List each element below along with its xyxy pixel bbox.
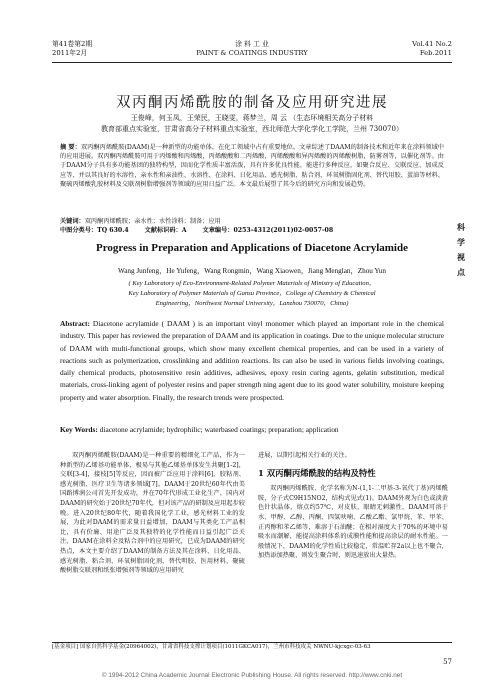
classification-row: [60, 226, 444, 235]
body-paragraph: 双丙酮丙烯酰胺，化学名称为N-(1,1-二甲基-3-氧代丁基)丙烯酰胺，分子式C9H15NO2，结构式见式(1)。DAAM外观为白色或淡黄色针状晶体，熔点约57℃，对皮肤、眼睛无刺激性，DAAM可溶于水、甲醇、乙醇、丙酮、四氢呋喃、乙酸乙酯、氯甲烷、苯、甲苯、正丙醇和苯乙烯等，难溶于石油醚；在相对湿度大于70%的环境中易吸水而潮解，能提高涂料体系的成膜性能和提高涂层的耐水性能。一般情况下，DAAM的化学性质比较稳定，常温贮存2a以上也不聚合，加热添加热聚、则发生聚合时，则迅速放出大量热。: [258, 485, 448, 560]
running-header: [52, 40, 452, 62]
abstract-cn-text: 双丙酮丙烯酰胺(DAAM)是一种新型的功能单体，在化工领域中占有重要地位。文章综述了DAAM的制备技术和近年来在涂料领域中的应用进展。双丙酮丙烯酰胺可用于丙烯酸和丙烯酸，丙烯酸酸和二丙烯酸，丙烯酸酸和异丙烯酸的丙烯酸树脂，防雾剂等，以催化剂等。由于DAAM分子具有多功能基团的独特构型，因而化学性质丰富活泼，具有许多优良性能，能进行多种反应，如聚合反应、交联反应、加成反应等，并以其良好的水溶性，亲水性和亲油性、水溶性、在涂料、日化用品、感光树脂、粘合剂、环氧树脂固化剂、替代用胶、蛋油等材料、聚硫丙烯酸乳胶材料及交联剂树脂增强剂等领域的应用日益广泛。本文最后展望了其今后的研究方向和发展趋势。: [60, 144, 444, 188]
header-rule: [52, 62, 452, 63]
keywords-en: [60, 425, 444, 434]
metadata-cn: [60, 217, 444, 235]
keywords-en-label: Key Words:: [60, 425, 98, 434]
body-paragraph-continued: 进展，以期引起相关行业的关注。: [258, 452, 351, 459]
abstract-cn-label: 摘 要：: [60, 144, 81, 151]
clc-number: 中图分类号：TQ 630.4: [60, 227, 129, 235]
keywords-cn-label: 关键词：: [60, 218, 85, 225]
affiliation-en-line: Key Laboratory of Polymer Materials of Gansu Province，College of Chemistry & Chemical: [128, 290, 376, 297]
affiliation-cn: 教育部重点实验室，甘肃省高分子材料重点实验室，西北师范大学化学化工学院，兰州 730070）: [101, 125, 403, 133]
affiliation-en: [90, 279, 414, 309]
abstract-en-label: Abstract:: [60, 319, 90, 328]
body-column-right: [258, 451, 448, 561]
affiliation-en-line: ( Key Laboratory of Eco-Environment-Related Polymer Materials of Ministry of Education，: [128, 280, 376, 287]
abstract-en-text: Diacetone acrylamide ( DAAM ) is an important vinyl monomer which played an important role in the chemical industry. This paper has reviewed the preparation of DAAM and its application in coatings. Due to the unique molecular structure of DAAM with multi-functional groups, which show many excellent chemical properties, and can be used in a variety of reactions such as polymerization, crosslinking and addition reactions. Its can also be used in various fields involving coatings, daily chemical products, photosensitive resin additives, adhesives, epoxy resin curing agents, gelatin substitution, medical materials, cross-linking agent of polyester resins and paper strength ning agent due to its good water solubility, moisture keeping property and water absorption. Finally, the research trends were prospected.: [60, 319, 444, 402]
section-heading: 1 双丙酮丙烯酰胺的结构及特性: [258, 467, 376, 478]
abstract-en: [60, 318, 444, 404]
journal-name: [52, 40, 452, 58]
journal-volume-en: [412, 40, 452, 58]
body-paragraph: 双丙酮丙烯酰胺(DAAM)是一种重要的精细化工产品，作为一种新型的乙烯基功能单体，极易与其他乙烯基单体发生共聚[1-2]，交联[3-4]，接枝[5]等反应，因而被广泛应用于涂料[6]、胶粘剂、感光树脂、医疗卫生等诸多领域[7]。DAAM于20世纪60年代由美国路博润公司首先开发成功，并在70年代形成工业化生产，国内对DAAM的研究始于20世纪70年代，但对该产品的研制及应用起步较晚。进入20世纪80年代，随着我国化学工业，感光材料工业的发展，为此对DAAM的需求量日益增加，DAAM与其类化工产品相比，具有价廉、用途广泛及其独特的化学性能而日益引起广泛关注，DAAM在涂料全及粘合剂中的应用研究，已成为DAAM的研究热点，本文主要介绍了DAAM的制备方法及其在涂料、日化用品、感光树脂、粘合剂、环氧树脂固化剂、替代明胶、医用材料、聚硫酸树脂交联剂和纸张增强剂等领域的应用研究: [60, 452, 245, 575]
funding-footnote: [基金项目] 国家自然科学基金(20964002)，甘肃省科技支撑计划项目(1011GKCA017)，兰州市科技攻关 NWNU-kjcxgc-03-63: [52, 644, 371, 650]
journal-name-cn: 涂 料 工 业: [235, 40, 269, 48]
footnote-rule: [52, 642, 452, 643]
volume-issue: 第41卷第2期: [52, 40, 93, 48]
keywords-cn-text: 双丙酮丙烯酰胺；亲水性；水性涂料；制备；应用: [84, 218, 221, 225]
body-column-left: [60, 451, 245, 576]
abstract-cn: [60, 143, 444, 189]
article-title-en: Progress in Preparation and Applications of Diacetone Acrylamide: [96, 242, 408, 254]
affiliation-en-line: Engineering，Northwest Normal University，Lanzhou 730070，China): [155, 300, 349, 307]
document-code: 文献标识码：A: [144, 227, 187, 235]
page-number: 57: [443, 658, 452, 666]
authors-en: Wang Junfeng，He Yufeng，Wang Rongmin，Wang Xiaowen，Jiang Menglan，Zhou Yun: [117, 267, 386, 275]
issue-date: 2011年2月: [52, 49, 88, 57]
article-title-cn: 双丙酮丙烯酰胺的制备及应用研究进展: [116, 95, 388, 111]
issue-date-en: Feb.2011: [419, 49, 452, 57]
keywords-cn: [60, 217, 444, 226]
article-number: 文章编号：0253-4312(2011)02-0057-08: [202, 227, 334, 235]
volume-issue-en: Vol.41 No.2: [412, 40, 452, 48]
keywords-en-text: diacetone acrylamide; hydrophilic; waterbased coatings; preparation; application: [99, 425, 339, 434]
authors-cn: 王俊峰，何玉凤，王荣民，王晓雯，蒋梦兰，周 云 （生态环境相关高分子材料: [130, 114, 374, 122]
copyright-notice: © 1994-2012 China Academic Journal Electronic Publishing House. All rights reserved. http://www.cnki.net: [101, 672, 403, 679]
journal-name-en: PAINT & COATINGS INDUSTRY: [196, 49, 308, 57]
section-side-label: 科学视点: [457, 223, 465, 277]
